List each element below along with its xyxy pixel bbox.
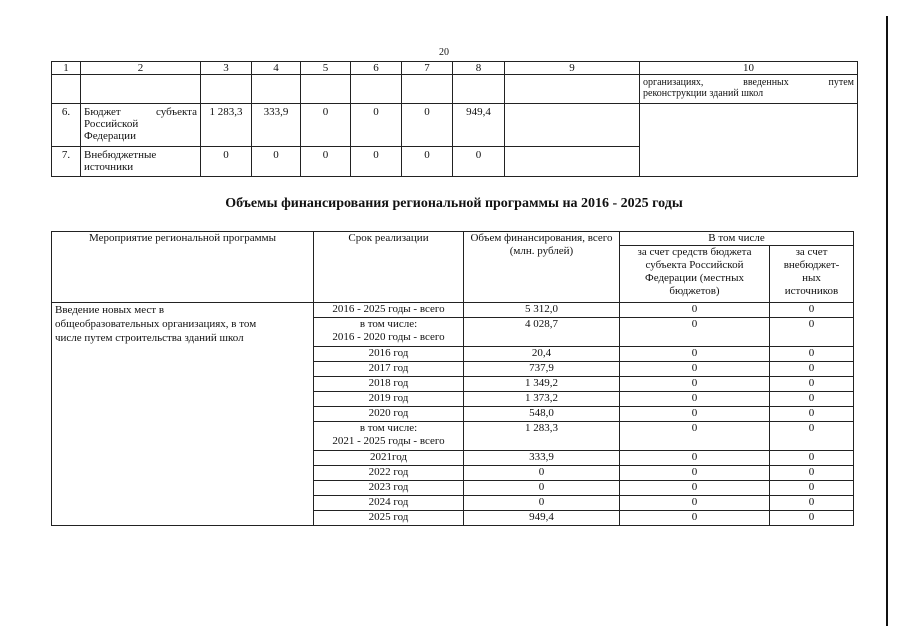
extra-cell: 0 [770,377,854,392]
col-header: 9 [505,62,640,75]
table-header-row [52,62,858,75]
budget-cell: 0 [620,466,770,481]
col-header: 10 [640,62,858,75]
col-header: 1 [52,62,81,75]
budget-cell: 0 [620,318,770,347]
cell-value: 1 283,3 [201,104,252,147]
budget-cell: 0 [620,407,770,422]
cell-value: 0 [453,147,505,177]
cell-value: 0 [351,147,402,177]
note-word: организациях, [643,77,704,88]
cell-value: 0 [402,147,453,177]
cell-value: 333,9 [252,104,301,147]
section-heading: Объемы финансирования региональной программы на 2016 - 2025 годы [225,196,683,211]
budget-cell: 0 [620,347,770,362]
col-header: 2 [81,62,201,75]
term-cell: 2025 год [314,511,464,526]
extra-cell: 0 [770,451,854,466]
term-cell: 2017 год [314,362,464,377]
table-row [52,104,858,147]
volume-cell: 0 [464,496,620,511]
term-cell: 2023 год [314,481,464,496]
col-header: 7 [402,62,453,75]
cell-value: 949,4 [453,104,505,147]
volume-cell: 0 [464,481,620,496]
financing-table [51,231,854,526]
volume-cell: 5 312,0 [464,303,620,318]
continued-table [51,61,858,177]
budget-cell: 0 [620,481,770,496]
col-header: 4 [252,62,301,75]
header-including: В том числе [620,232,854,246]
note-line: реконструкции зданий школ [643,88,764,99]
extra-cell: 0 [770,318,854,347]
budget-cell: 0 [620,362,770,377]
term-cell: в том числе: 2016 - 2020 годы - всего [314,318,464,347]
extra-cell: 0 [770,481,854,496]
term-cell: в том числе: 2021 - 2025 годы - всего [314,422,464,451]
term-cell: 2022 год [314,466,464,481]
extra-cell: 0 [770,407,854,422]
budget-cell: 0 [620,377,770,392]
extra-cell: 0 [770,422,854,451]
note-cell [640,75,858,104]
header-extrabudget: за счет внебюджет- ных источников [770,246,854,303]
extra-cell: 0 [770,392,854,407]
table-row [52,75,858,104]
extra-cell: 0 [770,362,854,377]
volume-cell: 333,9 [464,451,620,466]
row-name: Внебюджетные источники [81,147,201,177]
note-word: введенных [743,77,789,88]
note-word: путем [828,77,854,88]
budget-cell: 0 [620,303,770,318]
header-term: Срок реализации [314,232,464,303]
budget-cell: 0 [620,392,770,407]
cell-value: 0 [351,104,402,147]
row-number: 7. [52,147,81,177]
volume-cell: 1 349,2 [464,377,620,392]
volume-cell: 0 [464,466,620,481]
budget-cell: 0 [620,422,770,451]
header-event: Мероприятие региональной программы [52,232,314,303]
term-cell: 2016 - 2025 годы - всего [314,303,464,318]
col-header: 6 [351,62,402,75]
extra-cell: 0 [770,347,854,362]
cell-value: 0 [252,147,301,177]
page-number: 20 [439,47,449,58]
cell-value: 0 [301,147,351,177]
term-cell: 2016 год [314,347,464,362]
volume-cell: 1 283,3 [464,422,620,451]
term-cell: 2018 год [314,377,464,392]
cell-value: 0 [402,104,453,147]
col-header: 8 [453,62,505,75]
row-name: Бюджет субъекта Российской Федерации [81,104,201,147]
table-row [52,303,854,318]
cell-value: 0 [301,104,351,147]
volume-cell: 737,9 [464,362,620,377]
volume-cell: 1 373,2 [464,392,620,407]
term-cell: 2024 год [314,496,464,511]
header-budget: за счет средств бюджета субъекта Российской Федерации (местных бюджетов) [620,246,770,303]
volume-cell: 4 028,7 [464,318,620,347]
volume-cell: 548,0 [464,407,620,422]
col-header: 3 [201,62,252,75]
volume-cell: 20,4 [464,347,620,362]
term-cell: 2021год [314,451,464,466]
margin-line [886,16,888,626]
budget-cell: 0 [620,511,770,526]
extra-cell: 0 [770,496,854,511]
extra-cell: 0 [770,303,854,318]
col-header: 5 [301,62,351,75]
volume-cell: 949,4 [464,511,620,526]
row-number: 6. [52,104,81,147]
extra-cell: 0 [770,511,854,526]
budget-cell: 0 [620,451,770,466]
budget-cell: 0 [620,496,770,511]
cell-value: 0 [201,147,252,177]
term-cell: 2019 год [314,392,464,407]
table-header-row [52,232,854,246]
term-cell: 2020 год [314,407,464,422]
extra-cell: 0 [770,466,854,481]
event-cell: Введение новых мест в общеобразовательных организациях, в том числе путем строительства зданий школ [52,303,314,526]
header-volume: Объем финансирования, всего (млн. рублей) [464,232,620,303]
